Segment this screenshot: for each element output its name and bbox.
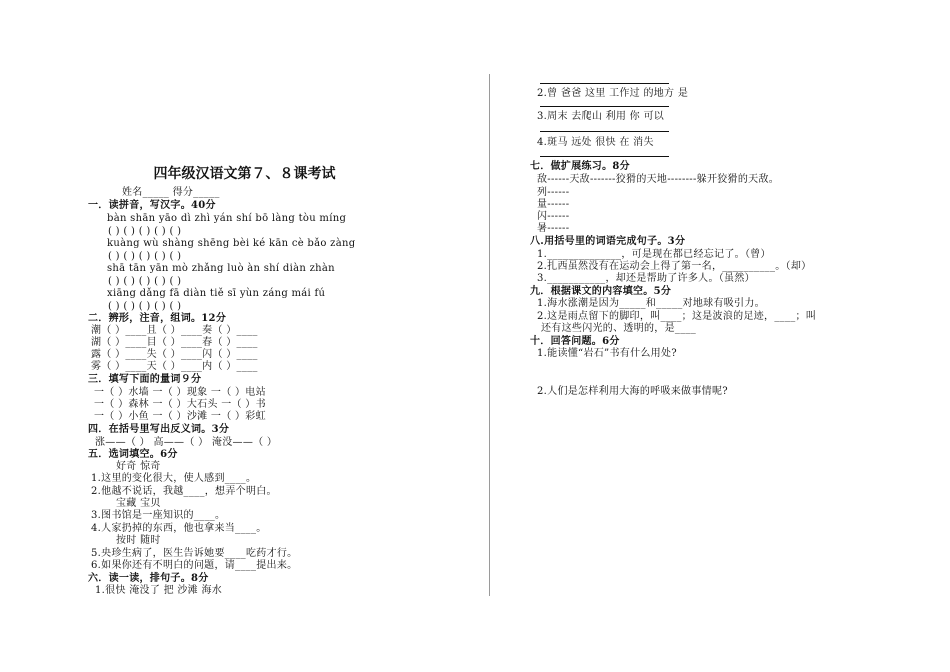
right-column-line: 敌------天敌-------狡猾的天地--------躲开狡猾的天敌。 <box>537 174 780 185</box>
left-column-line: ( ) ( ) ( ) ( ) ( ) <box>108 251 182 262</box>
right-column-line: 九．根据课文的内容填空。5分 <box>530 286 672 297</box>
right-column-line: 还有这些闪光的、透明的，是____ <box>541 323 697 334</box>
right-column-line: 八.用括号里的词语完成句子。3分 <box>530 236 686 247</box>
left-column-line: 涨——（ ） 高——（ ） 淹没——（ ） <box>95 437 278 448</box>
left-column-line: 五．选词填空。6分 <box>88 449 178 460</box>
column-divider <box>489 74 490 596</box>
right-column-line: 2.曾 爸爸 这里 工作过 的地方 是 <box>537 88 689 99</box>
right-column-line: 1.______________，可是现在都已经忘记了。（曾） <box>537 249 771 260</box>
left-column-line: 1.这里的变化很大，使人感到____。 <box>91 473 257 484</box>
right-column-line: 2.扎西虽然没有在运动会上得了第一名，__________。（却） <box>537 261 812 272</box>
left-column-line: bàn shān yāo dì zhì yán shí bō làng tòu míng <box>107 213 347 224</box>
left-column-line: ( ) ( ) ( ) ( ) ( ) <box>108 276 182 287</box>
left-column-line: 四．在括号里写出反义词。3分 <box>88 424 230 435</box>
left-column-line: 3.图书馆是一座知识的____。 <box>91 510 226 521</box>
right-column-line: 1.海水涨潮是因为_____和_____对地球有吸引力。 <box>537 298 765 309</box>
left-column-line: 一（ ）森林 一（ ）大石头 一（ ）书 <box>94 399 266 410</box>
left-column-line: 二．辨形，注音，组词。12分 <box>88 313 227 324</box>
left-column-line: 1.很快 淹没了 把 沙滩 海水 <box>95 585 223 596</box>
left-column-line: 宝藏 宝贝 <box>116 498 161 509</box>
right-column-line: 3.周末 去爬山 利用 你 可以 <box>537 111 665 122</box>
left-column-line: 2.他越不说话，我越____，想弄个明白。 <box>91 486 277 497</box>
left-column-line: ( ) ( ) ( ) ( ) ( ) <box>108 226 182 237</box>
left-column-line: 雾（ ）____天（ ）____内（ ）____ <box>91 361 258 372</box>
left-column-line: 露（ ）____失（ ）____闪（ ）____ <box>91 349 258 360</box>
right-column-line: 3.___________，却还是帮助了许多人。（虽然） <box>537 273 755 284</box>
left-column-line: 湖（ ）____目（ ）____春（ ）____ <box>91 337 258 348</box>
left-column-line: 6.如果你还有不明白的问题，请____提出来。 <box>91 560 298 571</box>
right-column-line: 2.这是雨点留下的脚印，叫____；这是波浪的足迹，____；叫 <box>537 311 817 322</box>
right-column-line: 列------ <box>537 187 570 198</box>
answer-line <box>540 131 669 132</box>
right-column-line: 闪------ <box>537 211 570 222</box>
left-column-line: 一（ ）小鱼 一（ ）沙滩 一（ ）彩虹 <box>94 411 266 422</box>
right-column-line: 4.斑马 远处 很快 在 消失 <box>537 137 654 148</box>
answer-line <box>540 156 669 157</box>
left-column-line: 一（ ）水墙 一（ ）现象 一（ ）电站 <box>94 387 266 398</box>
left-column-line: 三．填写下面的量词９分 <box>88 374 202 385</box>
answer-line <box>540 106 669 107</box>
left-column-line: shā tān yān mò zhǎng luò àn shí diàn zhàn <box>107 263 335 274</box>
left-column-line: kuàng wù shàng shēng bèi ké kān cè bǎo zàng <box>107 238 356 249</box>
answer-line <box>540 83 669 84</box>
left-column-line: ( ) ( ) ( ) ( ) ( ) <box>108 301 182 312</box>
page-title: 四年级汉语文第７、８课考试 <box>153 166 336 182</box>
right-column-line: 暑------ <box>537 223 570 234</box>
left-column-line: 一．读拼音，写汉字。40分 <box>88 200 216 211</box>
left-column-line: 六．读一读，排句子。8分 <box>88 573 209 584</box>
right-column-line: 2.人们是怎样利用大海的呼吸来做事情呢? <box>537 386 728 397</box>
right-column-line: 量------ <box>537 199 570 210</box>
left-column-line: 4.人家扔掉的东西，他也拿来当____。 <box>91 523 267 534</box>
left-column-line: 5.央珍生病了，医生告诉她要____吃药才行。 <box>91 548 298 559</box>
left-column-line: 好奇 惊奇 <box>116 461 161 472</box>
right-column-line: 七．做扩展练习。8分 <box>530 161 630 172</box>
left-column-line: 按时 随时 <box>116 535 161 546</box>
right-column-line: 十．回答问题。6分 <box>530 336 620 347</box>
left-column-line: 潮（ ）____且（ ）____奏（ ）____ <box>91 325 258 336</box>
right-column-line: 1.能读懂“岩石”书有什么用处? <box>537 348 677 359</box>
left-column-line: xiāng dǎng fā diàn tiě sī yùn záng mái fú <box>107 288 326 299</box>
left-column-line: 姓名_____ 得分_____ <box>122 187 220 198</box>
